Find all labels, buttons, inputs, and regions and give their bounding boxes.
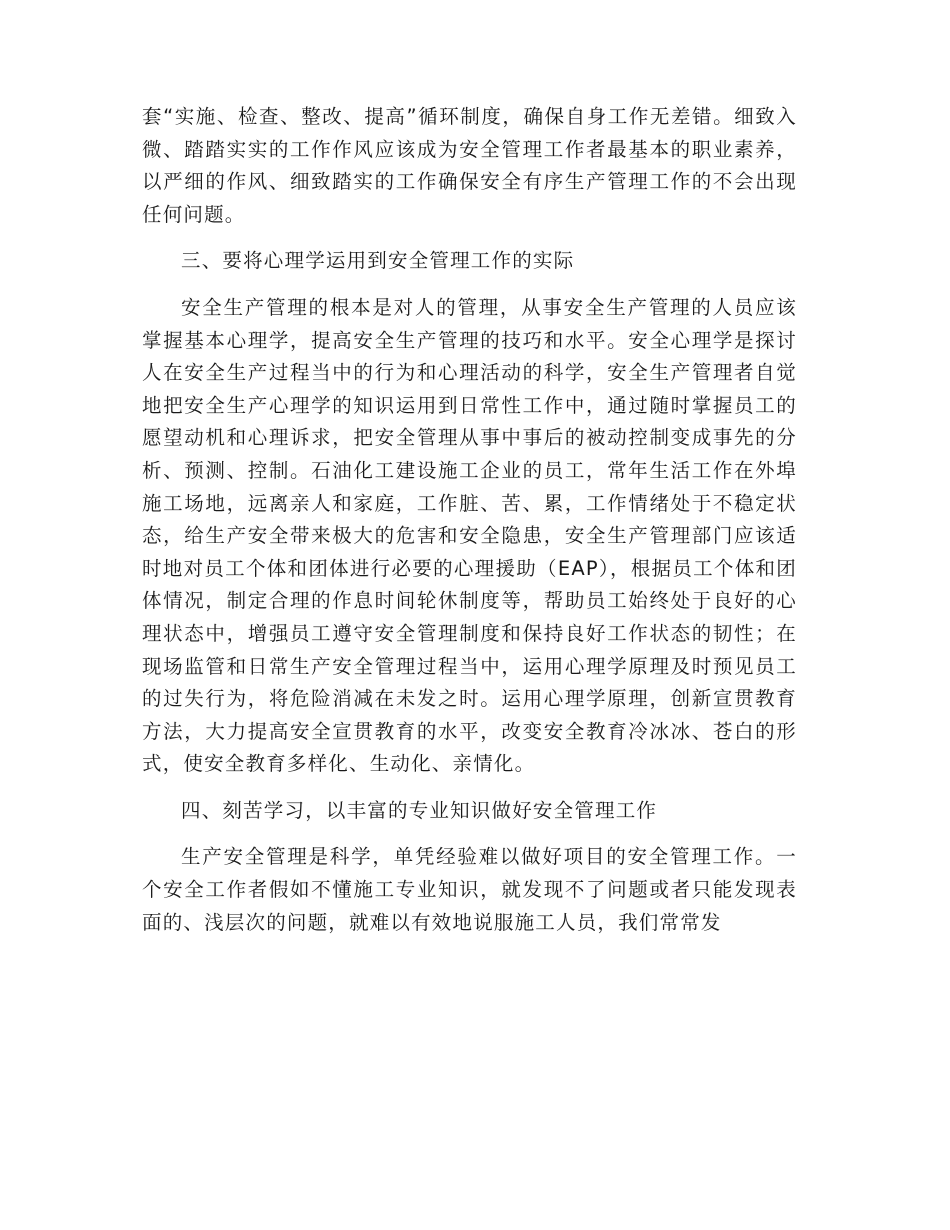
section-heading-three: 三、要将心理学运用到安全管理工作的实际 xyxy=(181,249,575,273)
paragraph-gap xyxy=(142,231,797,245)
paragraph-continuation: 套“实施、检查、整改、提高”循环制度，确保自身工作无差错。细致入微、踏踏实实的工作作风应该成为安全管理工作者最基本的职业素养，以严细的作风、细致踏实的工作确保安全有序生产管理工作的不会出现任何问题。 xyxy=(142,105,797,226)
paragraph-knowledge: 生产安全管理是科学，单凭经验难以做好项目的安全管理工作。一个安全工作者假如不懂施工专业知识，就发现不了问题或者只能发现表面的、浅层次的问题，就难以有效地说服施工人员，我们常常发 xyxy=(142,845,797,934)
document-body xyxy=(142,101,797,939)
paragraph-gap xyxy=(142,781,797,795)
paragraph-gap xyxy=(142,827,797,841)
paragraph-gap xyxy=(142,278,797,292)
section-heading-four: 四、刻苦学习，以丰富的专业知识做好安全管理工作 xyxy=(181,798,658,822)
paragraph-psychology: 安全生产管理的根本是对人的管理，从事安全生产管理的人员应该掌握基本心理学，提高安全生产管理的技巧和水平。安全心理学是探讨人在安全生产过程当中的行为和心理活动的科学，安全生产管理者自觉地把安全生产心理学的知识运用到日常性工作中，通过随时掌握员工的愿望动机和心理诉求，把安全管理从事中事后的被动控制变成事先的分析、预测、控制。石油化工建设施工企业的员工，常年生活工作在外埠施工场地，远离亲人和家庭，工作脏、苦、累，工作情绪处于不稳定状态，给生产安全带来极大的危害和安全隐患，安全生产管理部门应该适时地对员工个体和团体进行必要的心理援助（EAP），根据员工个体和团体情况，制定合理的作息时间轮休制度等，帮助员工始终处于良好的心理状态中，增强员工遵守安全管理制度和保持良好工作状态的韧性；在现场监管和日常生产安全管理过程当中，运用心理学原理及时预见员工的过失行为，将危险消减在未发之时。运用心理学原理，创新宣贯教育方法，大力提高安全宣贯教育的水平，改变安全教育冷冰冰、苍白的形式，使安全教育多样化、生动化、亲情化。 xyxy=(142,295,797,776)
